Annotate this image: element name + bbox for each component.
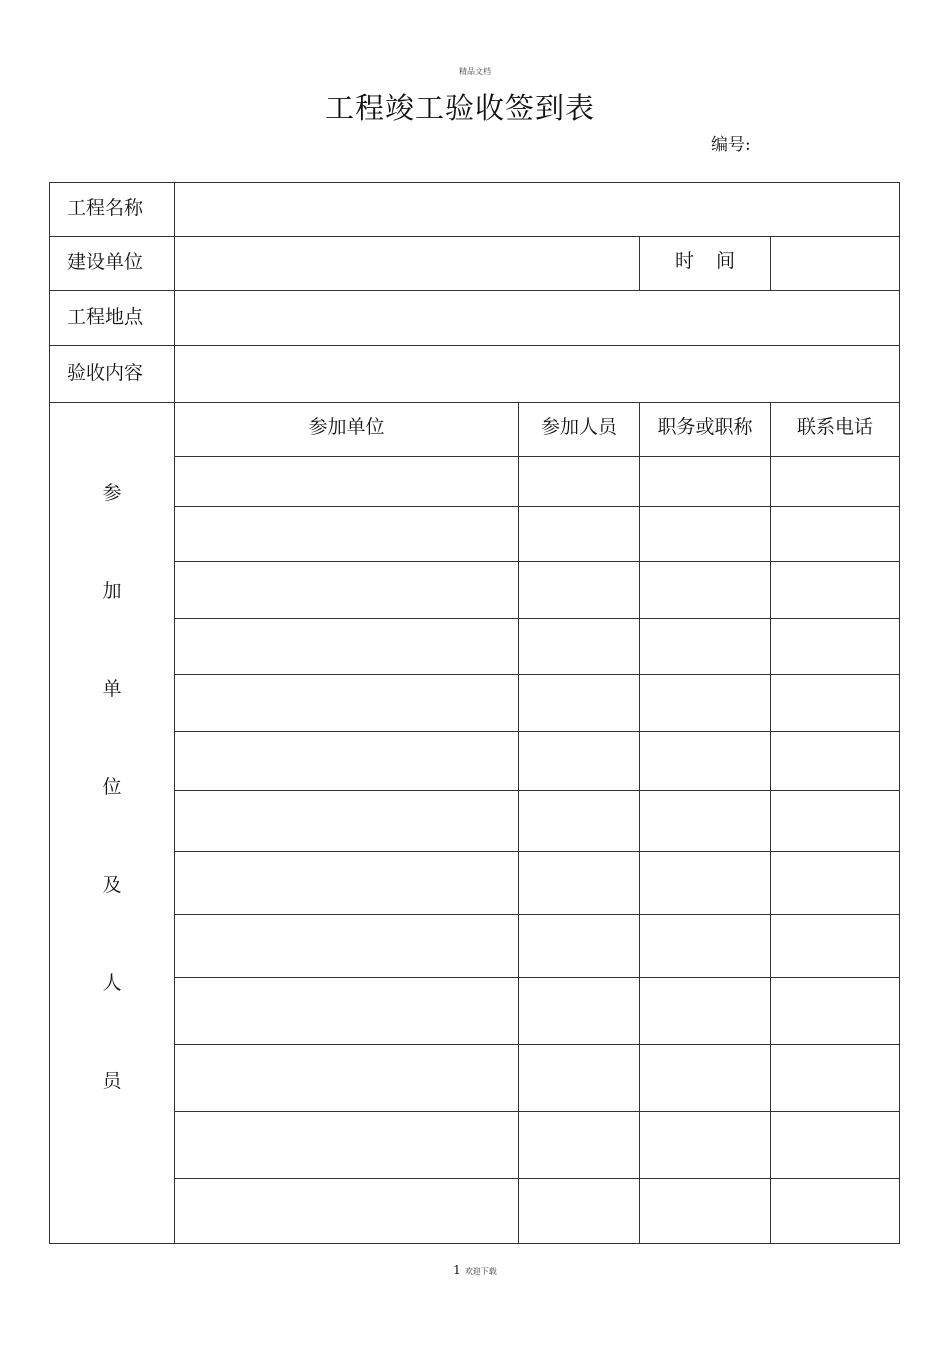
participant-position-cell[interactable]: [640, 1179, 771, 1244]
participant-row: [50, 507, 900, 562]
side-label-char: 人: [102, 972, 122, 994]
participant-row: [50, 978, 900, 1045]
participant-unit-cell[interactable]: [175, 978, 519, 1045]
participant-phone-cell[interactable]: [771, 675, 900, 732]
participant-person-cell[interactable]: [519, 791, 640, 852]
time-label: [640, 237, 771, 291]
page-footer: [0, 1259, 950, 1278]
footer-text: 欢迎下载: [464, 1267, 497, 1276]
participant-person-cell[interactable]: [519, 978, 640, 1045]
col-header-unit: 参加单位: [175, 403, 519, 457]
content-field[interactable]: [175, 346, 900, 403]
participant-unit-cell[interactable]: [175, 619, 519, 675]
project-name-field[interactable]: [175, 183, 900, 237]
side-label-char: 位: [102, 776, 122, 798]
time-label-char-2: 间: [716, 250, 736, 272]
participant-person-cell[interactable]: [519, 1045, 640, 1112]
side-label-char: 及: [102, 874, 122, 896]
participant-person-cell[interactable]: [519, 852, 640, 915]
side-label-char: 加: [102, 580, 122, 602]
participant-unit-cell[interactable]: [175, 915, 519, 978]
participant-row: [50, 562, 900, 619]
participant-position-cell[interactable]: [640, 791, 771, 852]
col-header-person: 参加人员: [519, 403, 640, 457]
participant-unit-cell[interactable]: [175, 507, 519, 562]
participant-position-cell[interactable]: [640, 915, 771, 978]
participant-person-cell[interactable]: [519, 1112, 640, 1179]
participant-row: [50, 732, 900, 791]
row-location: [50, 291, 900, 346]
participants-header-row: [50, 403, 900, 457]
document-title: 工程竣工验收签到表: [324, 91, 595, 125]
row-builder: [50, 237, 900, 291]
participant-phone-cell[interactable]: [771, 1045, 900, 1112]
participant-phone-cell[interactable]: [771, 562, 900, 619]
participant-phone-cell[interactable]: [771, 457, 900, 507]
participant-person-cell[interactable]: [519, 732, 640, 791]
participant-phone-cell[interactable]: [771, 1179, 900, 1244]
participant-unit-cell[interactable]: [175, 852, 519, 915]
participant-row: [50, 457, 900, 507]
participant-person-cell[interactable]: [519, 675, 640, 732]
participant-phone-cell[interactable]: [771, 791, 900, 852]
side-label-char: 参: [102, 482, 122, 504]
participant-person-cell[interactable]: [519, 915, 640, 978]
participant-position-cell[interactable]: [640, 1112, 771, 1179]
side-label-char: 员: [102, 1070, 122, 1092]
participant-phone-cell[interactable]: [771, 1112, 900, 1179]
participant-person-cell[interactable]: [519, 619, 640, 675]
participant-position-cell[interactable]: [640, 619, 771, 675]
participant-unit-cell[interactable]: [175, 1045, 519, 1112]
location-label: 工程地点: [50, 291, 175, 346]
participant-phone-cell[interactable]: [771, 915, 900, 978]
participant-position-cell[interactable]: [640, 507, 771, 562]
serial-number-label: 编号:: [711, 135, 751, 155]
participant-phone-cell[interactable]: [771, 732, 900, 791]
col-header-phone: 联系电话: [771, 403, 900, 457]
participant-unit-cell[interactable]: [175, 457, 519, 507]
row-content: [50, 346, 900, 403]
row-project-name: [50, 183, 900, 237]
participant-person-cell[interactable]: [519, 562, 640, 619]
participant-row: [50, 852, 900, 915]
participant-unit-cell[interactable]: [175, 791, 519, 852]
builder-label: 建设单位: [50, 237, 175, 291]
participant-person-cell[interactable]: [519, 507, 640, 562]
participant-phone-cell[interactable]: [771, 852, 900, 915]
participant-unit-cell[interactable]: [175, 732, 519, 791]
project-name-label: 工程名称: [50, 183, 175, 237]
participant-position-cell[interactable]: [640, 562, 771, 619]
location-field[interactable]: [175, 291, 900, 346]
participant-position-cell[interactable]: [640, 732, 771, 791]
participant-position-cell[interactable]: [640, 457, 771, 507]
participant-phone-cell[interactable]: [771, 507, 900, 562]
participants-side-label: [50, 403, 175, 1244]
participant-row: [50, 1179, 900, 1244]
participant-unit-cell[interactable]: [175, 1179, 519, 1244]
participant-row: [50, 1112, 900, 1179]
sign-in-form-table: [49, 182, 900, 1244]
participant-row: [50, 1045, 900, 1112]
side-label-char: 单: [102, 678, 122, 700]
builder-field[interactable]: [175, 237, 640, 291]
participant-phone-cell[interactable]: [771, 978, 900, 1045]
participant-position-cell[interactable]: [640, 852, 771, 915]
header-note: 精品文档: [459, 67, 491, 76]
participant-position-cell[interactable]: [640, 978, 771, 1045]
participant-position-cell[interactable]: [640, 675, 771, 732]
participant-row: [50, 915, 900, 978]
participant-phone-cell[interactable]: [771, 619, 900, 675]
participant-unit-cell[interactable]: [175, 562, 519, 619]
time-field[interactable]: [771, 237, 900, 291]
participant-position-cell[interactable]: [640, 1045, 771, 1112]
participant-unit-cell[interactable]: [175, 1112, 519, 1179]
participant-unit-cell[interactable]: [175, 675, 519, 732]
content-label: 验收内容: [50, 346, 175, 403]
participant-person-cell[interactable]: [519, 457, 640, 507]
participant-row: [50, 619, 900, 675]
time-label-char-1: 时: [674, 250, 694, 272]
page-number: 1: [453, 1263, 461, 1277]
participant-row: [50, 791, 900, 852]
col-header-position: 职务或职称: [640, 403, 771, 457]
participant-row: [50, 675, 900, 732]
participant-person-cell[interactable]: [519, 1179, 640, 1244]
